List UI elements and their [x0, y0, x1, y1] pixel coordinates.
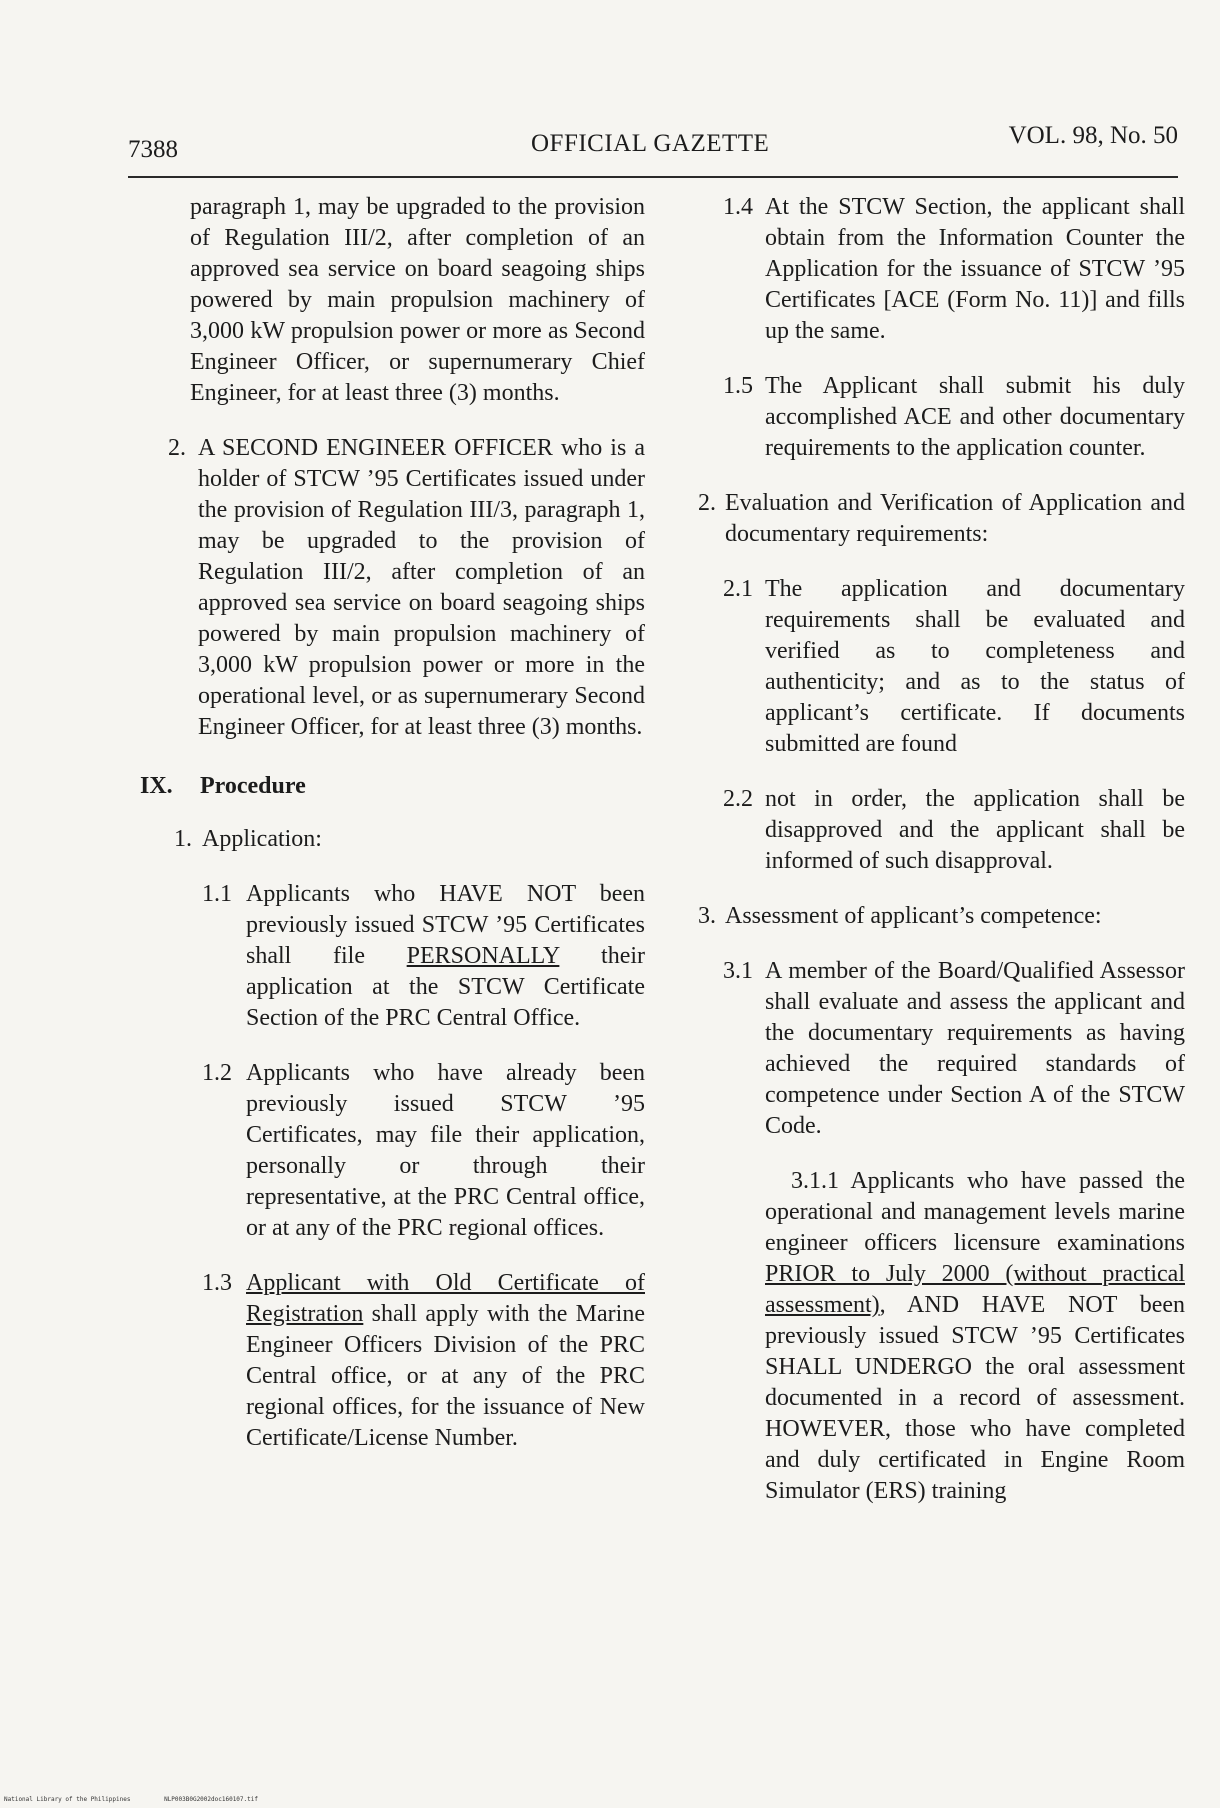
item-number: 1.5 — [723, 373, 753, 399]
header-rule — [128, 176, 1178, 178]
publication-title: OFFICIAL GAZETTE — [531, 130, 770, 157]
item-number: 3.1 — [723, 958, 753, 984]
section-number: IX. — [140, 773, 173, 799]
library-credit: National Library of the Philippines — [4, 1796, 131, 1803]
underlined-text: PERSONALLY — [406, 943, 560, 969]
right-column — [695, 192, 1185, 1507]
underlined-text: Applicant with Old Certificate of Registration — [246, 1270, 645, 1327]
list-item-second-engineer: 2. A SECOND ENGINEER OFFICER who is a holder of STCW ’95 Certificates issued under the provision of Regulation III/3, paragraph 1, may be upgraded to the provision of Regulation III/2, after completion of an approved sea service on board seagoing ships powered by main propulsion machinery of 3,000 kW propulsion power or more in the operational level, or as supernumerary Second Engineer Officer, for at least three (3) months. — [168, 435, 645, 740]
item-number: 2.2 — [723, 786, 753, 812]
left-column — [140, 192, 645, 1454]
item-number: 2. — [698, 490, 716, 516]
list-item-1-2: 1.2 Applicants who have already been previously issued STCW ’95 Certificates, may file their application, personally or through their representative, at the PRC Central office, or at any of the PRC regional offices. — [202, 1060, 645, 1241]
list-item-2-1: 2.1 The application and documentary requirements shall be evaluated and verified as to completeness and authenticity; and as to the status of applicant’s certificate. If documents submitted are found — [723, 576, 1185, 757]
item-number: 1.3 — [202, 1270, 232, 1296]
item-number: 1.2 — [202, 1060, 232, 1086]
item-number: 1.4 — [723, 194, 753, 220]
page-number: 7388 — [128, 136, 178, 163]
item-number: 2.1 — [723, 576, 753, 602]
list-item-3-1: 3.1 A member of the Board/Qualified Assessor shall evaluate and assess the applicant and the documentary requirements as having achieved the required standards of competence under Section A of the STCW Code. — [723, 958, 1185, 1139]
item-number: 1.1 — [202, 881, 232, 907]
list-item-1-3: 1.3 Applicant with Old Certificate of Registration shall apply with the Marine Engineer Officers Division of the PRC Central office, or at any of the PRC regional offices, for the issuance of New Certificate/License Number. — [202, 1270, 645, 1451]
underlined-text: PRIOR to July 2000 (without practical assessment) — [765, 1261, 1185, 1318]
section-heading-procedure — [140, 771, 645, 802]
volume-label: VOL. 98, No. 50 — [1008, 122, 1178, 149]
subheading-application — [140, 824, 645, 855]
list-item-1-1: 1.1 Applicants who HAVE NOT been previously issued STCW ’95 Certificates shall file PERSONALLY their application at the STCW Certificate Section of the PRC Central Office. — [202, 881, 646, 1031]
item-number: 1. — [174, 826, 192, 852]
page-header — [128, 122, 1178, 166]
item-number: 3. — [698, 903, 716, 929]
subheading-title: Application: — [202, 826, 322, 852]
list-item-3-1-1: 3.1.1 Applicants who have passed the operational and management levels marine engineer officers licensure examinations PRIOR to July 2000 (without practical assessment), AND HAVE NOT been previously issued STCW ’95 Certificates SHALL UNDERGO the oral assessment documented in a record of assessment. HOWEVER, those who have completed and duly certificated in Engine Room Simulator (ERS) training — [765, 1168, 1185, 1504]
paragraph-continued: paragraph 1, may be upgraded to the provision of Regulation III/2, after completion of an approved sea service on board seagoing ships powered by main propulsion machinery of 3,000 kW propulsion power or more as Second Engineer Officer, or supernumerary Chief Engineer, for at least three (3) months. — [190, 194, 645, 406]
scan-footer — [4, 1796, 288, 1803]
list-item-1-4: 1.4 At the STCW Section, the applicant shall obtain from the Information Counter the Application for the issuance of STCW ’95 Certificates [ACE (Form No. 11)] and fills up the same. — [723, 194, 1185, 344]
list-item-evaluation: 2. Evaluation and Verification of Application and documentary requirements: — [698, 490, 1185, 547]
section-title: Procedure — [200, 773, 306, 799]
item-number: 2. — [168, 435, 186, 461]
list-item-assessment: 3. Assessment of applicant’s competence: — [695, 901, 1185, 932]
file-id: NLP003B0G2002doc160107.tif — [164, 1796, 258, 1803]
list-item-1-5: 1.5 The Applicant shall submit his duly accomplished ACE and other documentary requirements to the application counter. — [723, 373, 1185, 461]
list-item-2-2: 2.2 not in order, the application shall be disapproved and the applicant shall be informed of such disapproval. — [723, 786, 1185, 874]
